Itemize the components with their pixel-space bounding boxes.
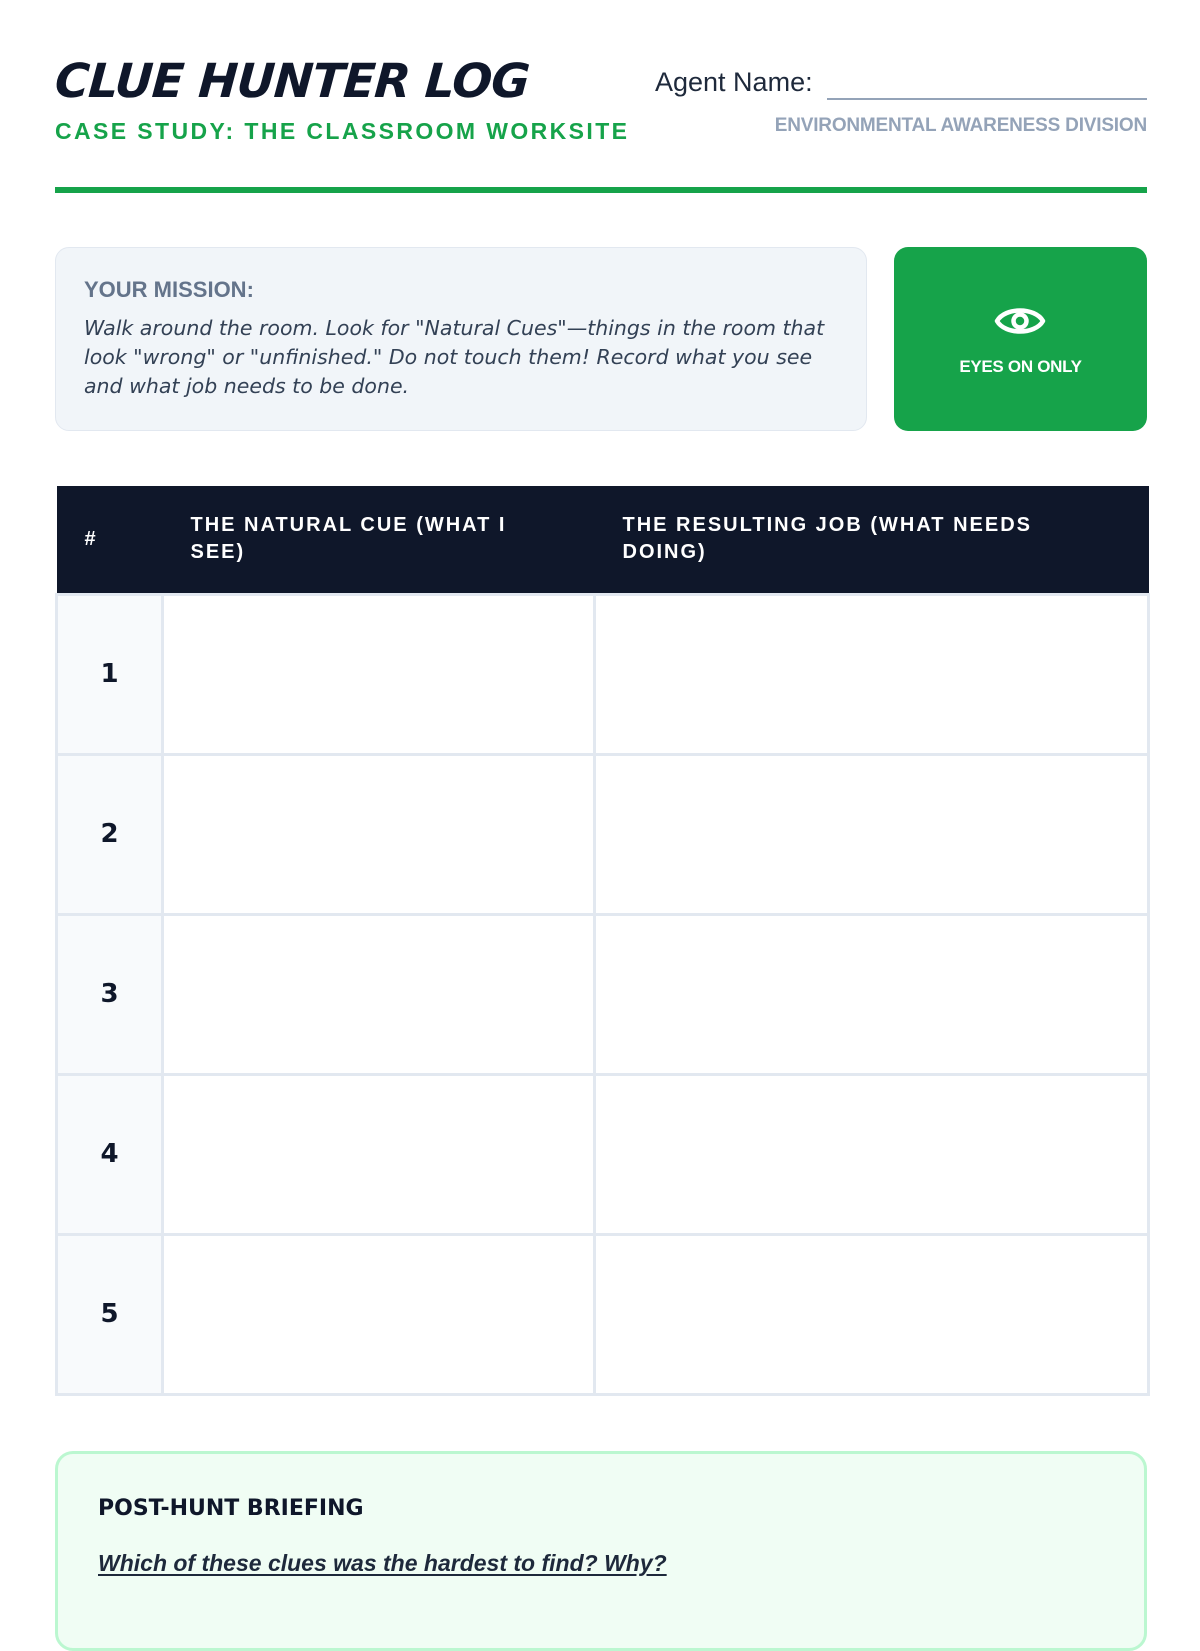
post-hunt-briefing-panel: [55, 1451, 1147, 1651]
natural-cue-cell[interactable]: [163, 914, 595, 1074]
mission-text: Walk around the room. Look for "Natural Cues"—things in the room that look "wrong" or "unfinished." Do not touch them! Record what you see and what job needs to be done.: [84, 316, 825, 398]
natural-cue-cell[interactable]: [163, 1234, 595, 1394]
header-divider: [55, 187, 1147, 193]
column-header-number: #: [57, 486, 163, 594]
resulting-job-cell[interactable]: [595, 1074, 1149, 1234]
worksheet-header: [55, 52, 1147, 152]
division-label: ENVIRONMENTAL AWARENESS DIVISION: [774, 115, 1147, 136]
row-number: 2: [57, 754, 163, 914]
row-number: 1: [57, 594, 163, 754]
table-row: [57, 1234, 1149, 1394]
table-row: [57, 754, 1149, 914]
row-number: 4: [57, 1074, 163, 1234]
briefing-heading: POST-HUNT BRIEFING: [98, 1496, 364, 1521]
mission-heading: YOUR MISSION:: [84, 277, 254, 302]
briefing-question: Which of these clues was the hardest to find? Why?: [98, 1550, 667, 1576]
agent-name-label: Agent Name:: [655, 67, 813, 97]
eyes-on-only-label: EYES ON ONLY: [959, 357, 1082, 376]
clue-log-table: [55, 486, 1150, 1396]
table-header-row: [57, 486, 1149, 594]
resulting-job-cell[interactable]: [595, 1234, 1149, 1394]
column-header-resulting-job: THE RESULTING JOB (WHAT NEEDS DOING): [595, 486, 1149, 594]
resulting-job-cell[interactable]: [595, 594, 1149, 754]
agent-name-field[interactable]: [827, 98, 1147, 100]
agent-name-row: [655, 62, 1147, 102]
eyes-on-only-badge: [894, 247, 1147, 431]
row-number: 3: [57, 914, 163, 1074]
table-row: [57, 594, 1149, 754]
row-number: 5: [57, 1234, 163, 1394]
column-header-natural-cue: THE NATURAL CUE (WHAT I SEE): [163, 486, 595, 594]
resulting-job-cell[interactable]: [595, 914, 1149, 1074]
mission-panel: [55, 247, 867, 431]
case-study-subtitle: CASE STUDY: THE CLASSROOM WORKSITE: [55, 118, 630, 144]
page-title: CLUE HUNTER LOG: [53, 54, 531, 109]
natural-cue-cell[interactable]: [163, 754, 595, 914]
resulting-job-cell[interactable]: [595, 754, 1149, 914]
table-row: [57, 914, 1149, 1074]
table-row: [57, 1074, 1149, 1234]
natural-cue-cell[interactable]: [163, 1074, 595, 1234]
natural-cue-cell[interactable]: [163, 594, 595, 754]
eye-icon: [994, 301, 1046, 341]
